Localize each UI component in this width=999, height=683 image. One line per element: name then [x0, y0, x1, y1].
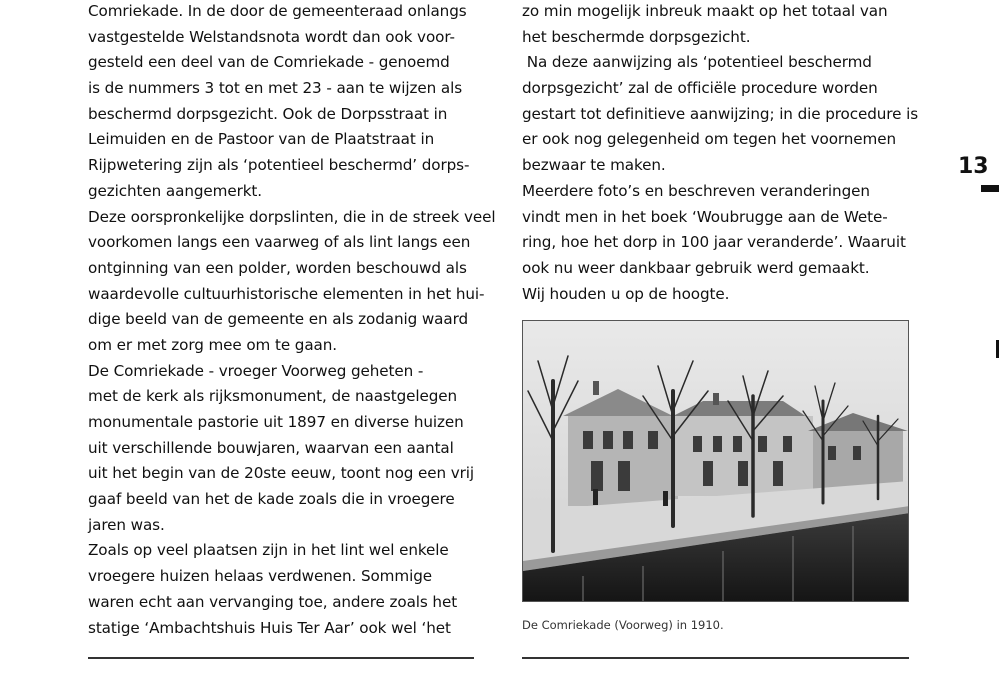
- text-line: Na deze aanwijzing als ‘potentieel beschermd: [522, 53, 872, 72]
- text-line: De Comriekade - vroeger Voorweg geheten -: [88, 361, 424, 380]
- text-line: ook nu weer dankbaar gebruik werd gemaakt.: [522, 258, 870, 277]
- left-column-lines: [88, 0, 496, 641]
- text-line: het beschermde dorpsgezicht.: [522, 27, 751, 46]
- text-line: uit verschillende bouwjaren, waarvan een aantal: [88, 438, 454, 457]
- text-line: gestart tot definitieve aanwijzing; in die procedure is: [522, 104, 919, 123]
- text-line: monumentale pastorie uit 1897 en diverse huizen: [88, 413, 464, 431]
- text-line: Wij houden u op de hoogte.: [522, 284, 730, 303]
- text-line: jaren was.: [88, 515, 165, 534]
- text-line: dorpsgezicht’ zal de officiële procedure worden: [522, 79, 878, 98]
- text-line: Zoals op veel plaatsen zijn in het lint wel enkele: [88, 541, 449, 560]
- text-line: is de nummers 3 tot en met 23 - aan te wijzen als: [88, 79, 463, 98]
- historic-photo: [522, 320, 909, 602]
- text-line: met de kerk als rijksmonument, de naastgelegen: [88, 387, 458, 406]
- text-line: gaaf beeld van het de kade zoals die in vroegere: [88, 490, 455, 509]
- text-line: waardevolle cultuurhistorische elementen in het hui-: [88, 284, 485, 303]
- text-line: uit het begin van de 20ste eeuw, toont nog een vrij: [88, 464, 475, 483]
- text-line: Rijpwetering zijn als ‘potentieel beschermd’ dorps-: [88, 156, 470, 175]
- right-text-column: [522, 0, 922, 307]
- text-line: Leimuiden en de Pastoor van de Plaatstraat in: [88, 130, 435, 149]
- text-line: ring, hoe het dorp in 100 jaar veranderde’. Waaruit: [522, 233, 906, 252]
- text-line: vindt men in het boek ‘Woubrugge aan de Wete-: [522, 207, 888, 226]
- text-line: ontginning van een polder, worden beschouwd als: [88, 258, 467, 277]
- text-line: er ook nog gelegenheid om tegen het voornemen: [522, 130, 897, 149]
- text-line: beschermd dorpsgezicht. Ook de Dorpsstraat in: [88, 104, 448, 123]
- text-line: Comriekade. In de door de gemeenteraad onlangs: [88, 2, 467, 20]
- text-line: gezichten aangemerkt.: [88, 181, 262, 200]
- text-line: bezwaar te maken.: [522, 156, 666, 175]
- text-line: statige ‘Ambachtshuis Huis Ter Aar’ ook wel ‘het: [88, 618, 451, 637]
- right-column-divider: [522, 657, 909, 659]
- text-line: voorkomen langs een vaarweg of als lint langs een: [88, 233, 471, 252]
- text-line: dige beeld van de gemeente en als zodanig waard: [88, 310, 469, 329]
- text-line: gesteld een deel van de Comriekade - genoemd: [88, 53, 450, 72]
- photo-caption: De Comriekade (Voorweg) in 1910.: [522, 618, 724, 632]
- left-column-divider: [88, 657, 474, 659]
- photo-illustration: [523, 321, 909, 602]
- page-number-bar: [981, 185, 999, 192]
- text-line: Meerdere foto’s en beschreven veranderingen: [522, 181, 870, 200]
- page-number: 13: [958, 154, 989, 179]
- text-line: zo min mogelijk inbreuk maakt op het totaal van: [522, 2, 888, 20]
- text-line: vastgestelde Welstandsnota wordt dan ook voor-: [88, 27, 455, 46]
- text-line: om er met zorg mee om te gaan.: [88, 335, 338, 354]
- left-text-column: [88, 0, 496, 641]
- right-column-lines: [522, 0, 922, 307]
- text-line: vroegere huizen helaas verdwenen. Sommige: [88, 567, 432, 586]
- text-line: waren echt aan vervanging toe, andere zoals het: [88, 592, 458, 611]
- text-line: Deze oorspronkelijke dorpslinten, die in de streek veel: [88, 207, 496, 226]
